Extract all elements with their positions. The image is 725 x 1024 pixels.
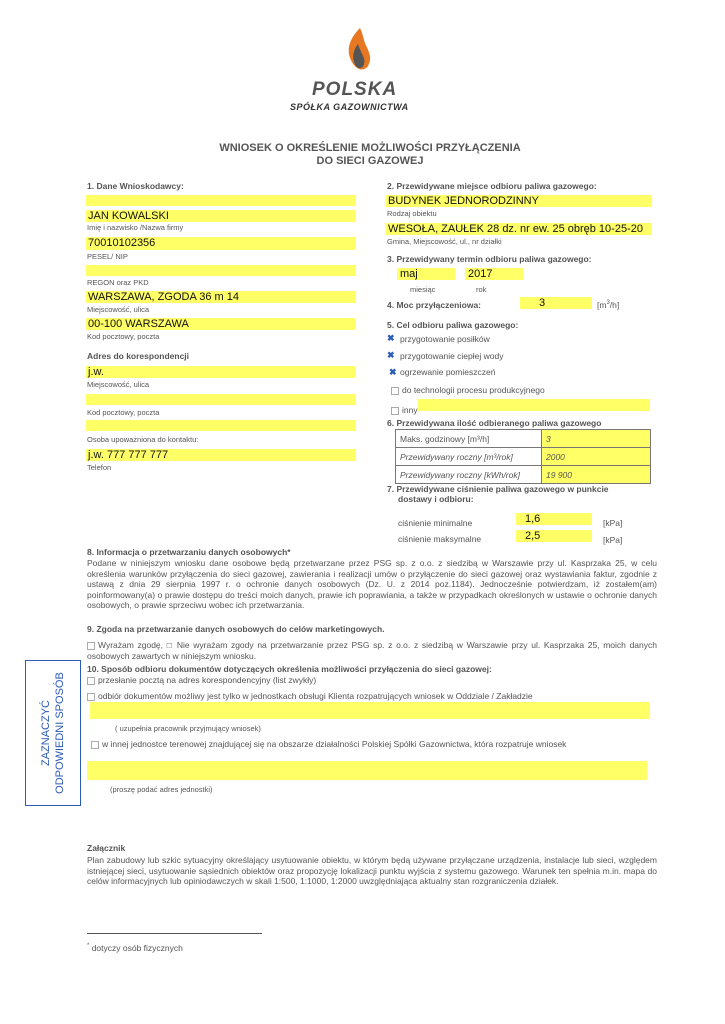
checkbox[interactable]	[391, 387, 399, 395]
option-other-unit-label: w innej jednostce terenowej znajdującej się na obszarze działalności Polskiej Spółki Gazownictwa, która rozpatruje wniosek	[102, 739, 567, 749]
contact-label: Osoba upoważniona do kontaktu:	[87, 435, 199, 444]
name-value: JAN KOWALSKI	[88, 210, 169, 222]
logo	[290, 26, 430, 118]
footnote-mark: *	[87, 943, 90, 950]
highlight-field	[86, 195, 356, 206]
checkbox[interactable]	[91, 741, 99, 749]
post-value: 00-100 WARSZAWA	[88, 318, 189, 330]
unit-address-hint: (proszę podać adres jednostki)	[110, 785, 213, 794]
object-value: BUDYNEK JEDNORODZINNY	[388, 195, 539, 207]
purpose-meals: przygotowanie posiłków	[400, 334, 490, 344]
option-mail[interactable]	[87, 675, 316, 685]
pmax-label: ciśnienie maksymalne	[398, 534, 482, 544]
power-field[interactable]	[520, 297, 592, 309]
month-label: miesiąc	[410, 285, 436, 294]
power-unit	[597, 300, 619, 310]
power-value: 3	[539, 297, 546, 309]
row2-value[interactable]: 2000	[542, 448, 651, 466]
option-office-label: odbiór dokumentów możliwy jest tylko w jednostkach obsługi Klienta rozpatrujących wniosek w Oddziale / Zakładzie	[98, 691, 533, 701]
footnote	[87, 943, 183, 953]
checkbox[interactable]	[87, 642, 95, 650]
option-mail-label: przesłanie pocztą na adres korespondencyjny (list zwykły)	[98, 675, 317, 685]
pmin-label: ciśnienie minimalne	[398, 518, 473, 528]
purpose-water: przygotowanie ciepłej wody	[400, 351, 504, 361]
city-label: Miejscowość, ulica	[87, 305, 150, 314]
section-7-heading-cont: dostawy i odbioru:	[398, 494, 474, 504]
option-office[interactable]	[87, 691, 533, 701]
flame-icon	[338, 26, 378, 78]
object-label: Rodzaj obiektu	[387, 209, 437, 218]
row3-value[interactable]: 19 900	[542, 466, 651, 484]
stamp	[25, 660, 81, 806]
month-value: maj	[400, 268, 418, 280]
attachment-heading: Załącznik	[87, 843, 126, 853]
stamp-text: ZAZNACZYĆ ODPOWIEDNI SPOSÓB	[40, 672, 66, 794]
power-unit-sup: 3	[606, 300, 610, 307]
row1-value[interactable]: 3	[542, 430, 651, 448]
checked-icon[interactable]: ✖	[387, 350, 395, 360]
section-9-body: Wyrażam zgodę, □ Nie wyrażam zgody na przetwarzanie przez PSG sp. z o.o. z siedzibą w Warszawie przy ul. Kasprzaka 25, moich danych osobowych zawartych w niniejszym wniosku.	[87, 640, 657, 661]
attachment-body: Plan zabudowy lub szkic sytuacyjny określający usytuowanie obiektu, w którym będą używane przyłączane urządzenia, instalacje lub sieci, względem istniejącej sieci, usytuowanie sąsiednich obiektów oraz propozycję lokalizacji punktu wyjścia z systemu gazowego. Warunek ten spełnia m.in. mapa do celów informacyjnych lub opiniodawczych w skali 1:500, 1:1000, 1:2000 uwzględniająca aktualny stan rozgraniczenia działek.	[87, 855, 657, 886]
row2-label: Przewidywany roczny [m³/rok]	[396, 448, 542, 466]
section-6-heading: 6. Przewidywana ilość odbieranego paliwa gazowego	[387, 418, 602, 428]
section-8-heading: 8. Informacja o przetwarzaniu danych osobowych*	[87, 547, 291, 557]
unit-address-field[interactable]	[87, 761, 647, 780]
page-title	[0, 142, 725, 168]
purpose-other-option[interactable]	[391, 405, 418, 415]
power-unit-tail: /h]	[609, 300, 620, 310]
table-row	[396, 430, 651, 448]
section-8-body: Podane w niniejszym wniosku dane osobowe będą przetwarzane przez PSG sp. z o.o. z siedzibą w Warszawie przy ul. Kasprzaka 25, w celu określenia warunków przyłączenia do sieci gazowej, zawierania i realizacji umów o przyłączenie do sieci gazowej oraz wystawiania faktur, zgodnie z ustawą z dnia 29 sierpnia 1997 r. o ochronie danych osobowych (Dz. U. z 2014 poz.1184). Jednocześnie potwierdzam, iż zostałem(am) poinformowany(a) o prawie dostępu do treści moich danych, prawie ich poprawiania, a także w przypadkach określonych w ustawie o ochronie danych osobowych, o prawie sprzeciwu wobec ich przetwarzania.	[87, 558, 657, 610]
pmin-unit: [kPa]	[603, 518, 623, 528]
post-label: Kod pocztowy, poczta	[87, 332, 160, 341]
option-other-unit[interactable]	[91, 739, 566, 749]
section-9-heading: 9. Zgoda na przetwarzanie danych osobowych do celów marketingowych.	[87, 624, 385, 634]
phone-label: Telefon	[87, 463, 112, 472]
purpose-other: inny	[402, 405, 418, 415]
section-2-heading: 2. Przewidywane miejsce odbioru paliwa gazowego:	[387, 181, 597, 191]
other-purpose-field[interactable]	[418, 399, 650, 411]
pesel-value: 70010102356	[88, 237, 156, 249]
footnote-text: dotyczy osób fizycznych	[89, 943, 183, 953]
pmin-value: 1,6	[525, 513, 541, 525]
pmax-value: 2,5	[525, 530, 541, 542]
office-field[interactable]	[90, 702, 650, 719]
checkbox[interactable]	[87, 677, 95, 685]
corr-value: j.w.	[88, 366, 104, 378]
checked-icon[interactable]: ✖	[389, 367, 397, 377]
row1-label: Maks. godzinowy [m³/h]	[396, 430, 542, 448]
section-9-option[interactable]	[87, 640, 657, 661]
title-line1: WNIOSEK O OKREŚLENIE MOŻLIWOŚCI PRZYŁĄCZENIA	[219, 142, 521, 154]
power-unit-main: [m	[597, 300, 607, 310]
table-row	[396, 448, 651, 466]
quantity-table	[395, 429, 651, 484]
table-row	[396, 466, 651, 484]
address-value: WESOŁA, ZAUŁEK 28 dz. nr ew. 25 obręb 10-25-20	[388, 223, 643, 235]
section-7-heading: 7. Przewidywane ciśnienie paliwa gazowego w punkcie	[387, 484, 609, 494]
address-label: Gmina, Miejscowość, ul., nr działki	[387, 237, 502, 246]
corr-city-label: Miejscowość, ulica	[87, 380, 150, 389]
contact-field[interactable]	[86, 420, 356, 431]
purpose-heating: ogrzewanie pomieszczeń	[400, 367, 496, 377]
row3-label: Przewidywany roczny [kWh/rok]	[396, 466, 542, 484]
checkbox[interactable]	[87, 693, 95, 701]
phone-value: j.w. 777 777 777	[88, 449, 169, 461]
section-3-heading: 3. Przewidywany termin odbioru paliwa gazowego:	[387, 254, 592, 264]
logo-subtitle: SPÓŁKA GAZOWNICTWA	[290, 102, 409, 112]
purpose-technology: do technologii procesu produkcyjnego	[402, 385, 545, 395]
corr-city-field[interactable]	[86, 366, 356, 378]
office-hint: ( uzupełnia pracownik przyjmujący wniosek)	[115, 724, 261, 733]
checkbox[interactable]	[391, 407, 399, 415]
section-4-heading: 4. Moc przyłączeniowa:	[387, 300, 481, 310]
year-value: 2017	[468, 268, 493, 280]
corr-post-field[interactable]	[86, 394, 356, 405]
correspondence-heading: Adres do korespondencji	[87, 351, 190, 361]
name-label: Imię i nazwisko /Nazwa firmy	[87, 223, 184, 232]
section-5-heading: 5. Cel odbioru paliwa gazowego:	[387, 320, 519, 330]
section-1-heading: 1. Dane Wnioskodawcy:	[87, 181, 184, 191]
checked-icon[interactable]: ✖	[387, 333, 395, 343]
year-label: rok	[476, 285, 487, 294]
regon-field[interactable]	[86, 265, 356, 276]
logo-name: POLSKA	[312, 79, 398, 100]
section-10-heading: 10. Sposób odbioru dokumentów dotyczących określenia możliwości przyłączenia do sieci gazowej:	[87, 664, 492, 674]
title-line2: DO SIECI GAZOWEJ	[316, 155, 424, 167]
purpose-technology-option[interactable]	[391, 385, 545, 395]
corr-post-label: Kod pocztowy, poczta	[87, 408, 160, 417]
city-value: WARSZAWA, ZGODA 36 m 14	[88, 291, 239, 303]
footnote-divider	[87, 933, 262, 934]
regon-label: REGON oraz PKD	[87, 278, 149, 287]
pesel-label: PESEL/ NIP	[87, 252, 128, 261]
pmax-unit: [kPa]	[603, 535, 623, 545]
